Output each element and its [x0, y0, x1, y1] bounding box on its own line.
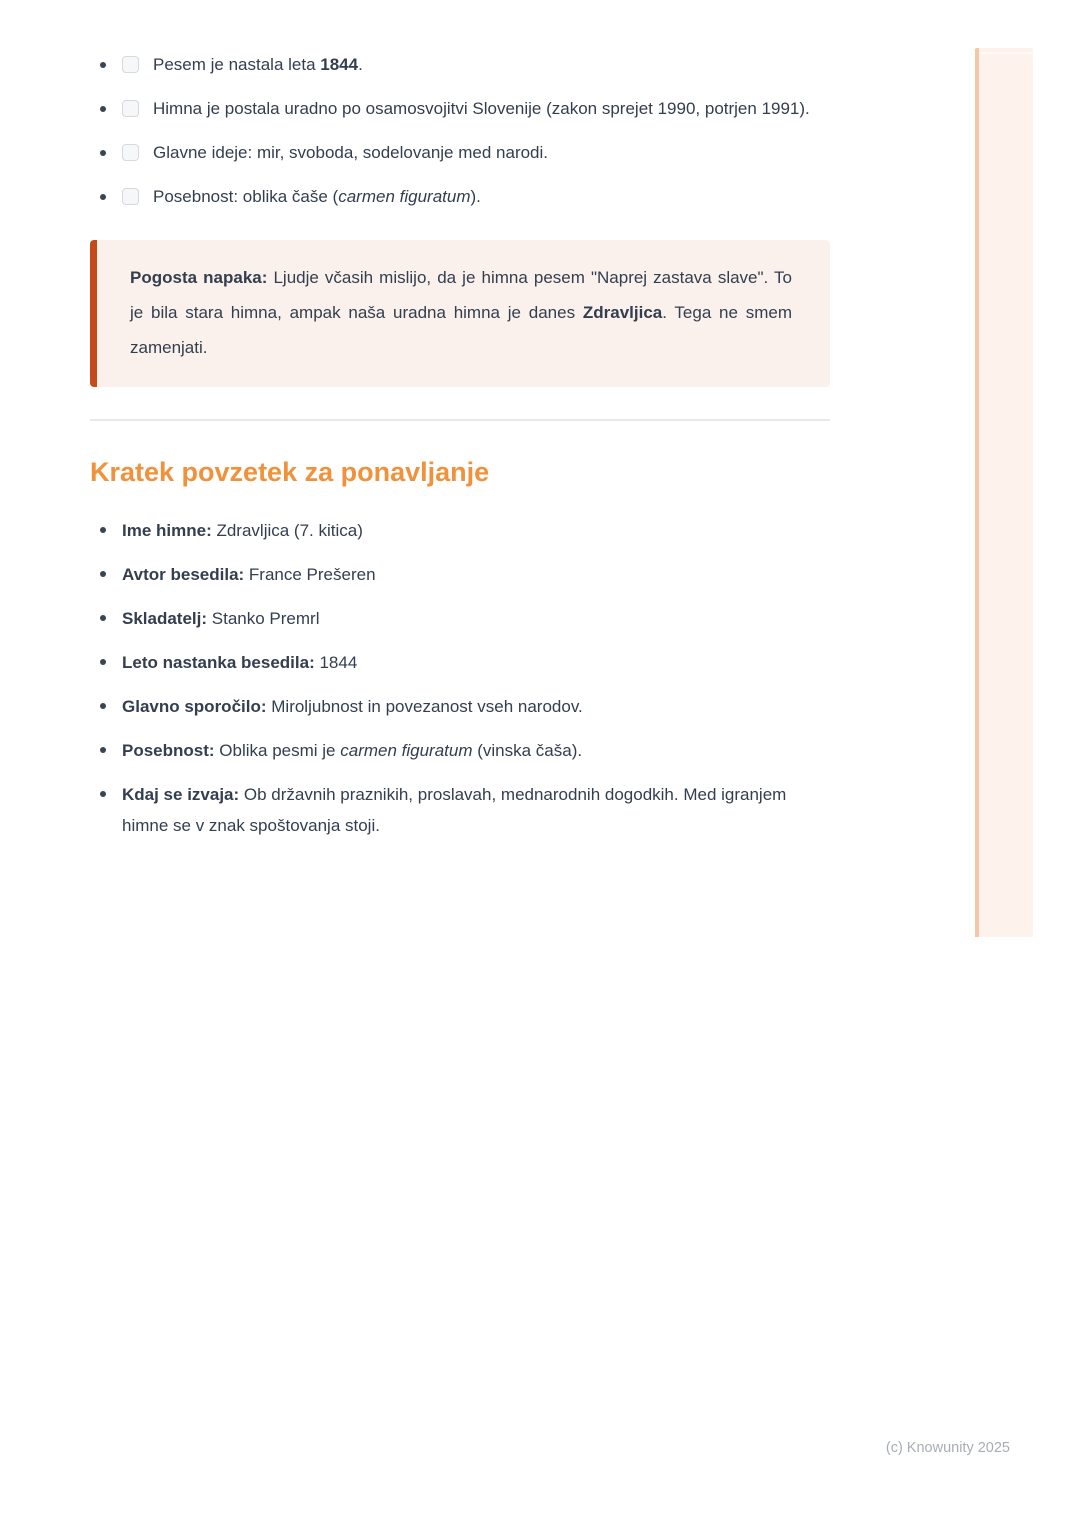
checklist-item-text: Posebnost: oblika čaše (carmen figuratum).	[153, 187, 481, 206]
summary-item	[90, 647, 830, 678]
checklist-item	[90, 138, 830, 168]
summary-item-label: Leto nastanka besedila:	[122, 653, 315, 672]
callout-text: Ljudje včasih mislijo, da je himna pesem "Naprej zastava slave". To je bila stara himna, ampak naša uradna himna je danes	[130, 268, 792, 322]
checklist	[90, 50, 830, 212]
summary-item-value-end: (vinska čaša).	[472, 741, 583, 760]
summary-item-value: Miroljubnost in povezanost vseh narodov.	[266, 697, 583, 716]
summary-item	[90, 515, 830, 546]
summary-item	[90, 603, 830, 634]
checklist-item	[90, 50, 830, 80]
summary-item	[90, 559, 830, 590]
summary-item-label: Kdaj se izvaja:	[122, 785, 240, 804]
checkbox[interactable]	[122, 188, 139, 205]
section-divider	[90, 419, 830, 421]
summary-item-value: France Prešeren	[244, 565, 376, 584]
checklist-item	[90, 94, 830, 124]
summary-item-value: Stanko Premrl	[207, 609, 320, 628]
summary-item-label: Avtor besedila:	[122, 565, 245, 584]
summary-item-value: Oblika pesmi je	[214, 741, 341, 760]
checkbox[interactable]	[122, 100, 139, 117]
checklist-item-text: Pesem je nastala leta 1844.	[153, 55, 363, 74]
summary-item	[90, 779, 830, 841]
summary-item	[90, 735, 830, 766]
callout-text-end: . Tega ne smem zamenjati.	[130, 303, 792, 357]
checkbox[interactable]	[122, 144, 139, 161]
summary-item-label: Ime himne:	[122, 521, 212, 540]
checklist-item-text: Glavne ideje: mir, svoboda, sodelovanje med narodi.	[153, 143, 549, 162]
page-edge-strip-highlight	[979, 52, 1033, 54]
summary-item	[90, 691, 830, 722]
summary-list	[90, 515, 830, 841]
section-heading: Kratek povzetek za ponavljanje	[90, 457, 490, 487]
summary-item-value: Zdravljica (7. kitica)	[211, 521, 363, 540]
summary-item-label: Glavno sporočilo:	[122, 697, 267, 716]
summary-item-italic: carmen figuratum	[340, 741, 473, 760]
summary-item-label: Posebnost:	[122, 741, 215, 760]
callout-label: Pogosta napaka:	[130, 268, 268, 287]
common-mistake-callout	[90, 240, 830, 387]
checkbox[interactable]	[122, 56, 139, 73]
checklist-item-text: Himna je postala uradno po osamosvojitvi Slovenije (zakon sprejet 1990, potrjen 1991).	[153, 99, 810, 118]
summary-item-label: Skladatelj:	[122, 609, 208, 628]
checklist-item	[90, 182, 830, 212]
summary-item-value: Ob državnih praznikih, proslavah, mednarodnih dogodkih. Med igranjem himne se v znak spoštovanja stoji.	[122, 785, 787, 835]
footer-copyright: (c) Knowunity 2025	[885, 1440, 1010, 1456]
callout-bold-term: Zdravljica	[582, 303, 663, 322]
page-content	[90, 50, 830, 854]
page-edge-strip	[975, 48, 1033, 937]
summary-item-value: 1844	[314, 653, 358, 672]
